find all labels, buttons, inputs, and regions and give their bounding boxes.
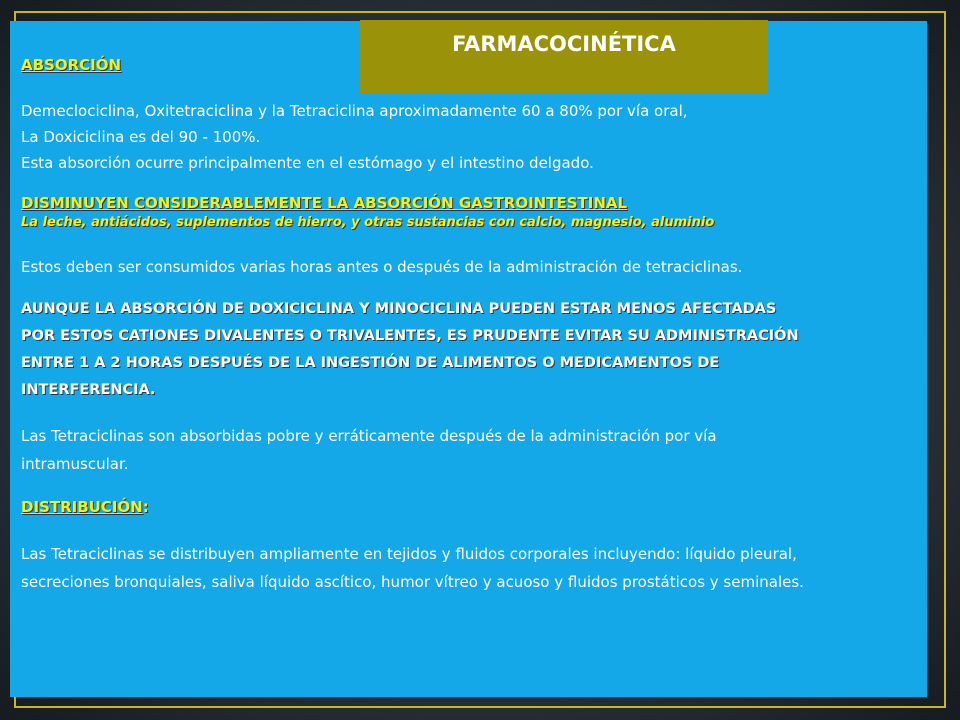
distribucion-line-2: secreciones bronquiales, saliva líquido ascítico, humor vítreo y acuoso y fluidos prostáticos y seminales. xyxy=(21,573,804,591)
absorcion-line-2: La Doxiciclina es del 90 - 100%. xyxy=(21,128,261,146)
advertencia-line-3: ENTRE 1 A 2 HORAS DESPUÉS DE LA INGESTIÓN DE ALIMENTOS O MEDICAMENTOS DE xyxy=(21,355,720,371)
absorcion-line-3: Esta absorción ocurre principalmente en el estómago y el intestino delgado. xyxy=(21,154,594,172)
intramuscular-line-1: Las Tetraciclinas son absorbidas pobre y erráticamente después de la administración por vía xyxy=(21,427,717,445)
advertencia-line-4: INTERFERENCIA. xyxy=(21,382,156,398)
absorcion-heading: ABSORCIÓN xyxy=(21,56,122,74)
disminuyen-heading: DISMINUYEN CONSIDERABLEMENTE LA ABSORCIÓN GASTROINTESTINAL xyxy=(21,194,628,212)
distribucion-heading xyxy=(21,494,901,520)
distribucion-line-1: Las Tetraciclinas se distribuyen ampliamente en tejidos y fluidos corporales incluyendo: líquido pleural, xyxy=(21,545,797,563)
intramuscular-line-2: intramuscular. xyxy=(21,455,129,473)
absorcion-line-1: Demeclociclina, Oxitetraciclina y la Tetraciclina aproximadamente 60 a 80% por vía oral, xyxy=(21,102,688,120)
slide-content xyxy=(21,52,901,596)
advertencia-line-1: AUNQUE LA ABSORCIÓN DE DOXICICLINA Y MINOCICLINA PUEDEN ESTAR MENOS AFECTADAS xyxy=(21,301,777,317)
disminuyen-list: La leche, antiácidos, suplementos de hierro, y otras sustancias con calcio, magnesio, aluminio xyxy=(21,215,715,230)
distribucion-heading-text: DISTRIBUCIÓN xyxy=(21,498,143,516)
consumo-text: Estos deben ser consumidos varias horas antes o después de la administración de tetraciclinas. xyxy=(21,258,743,276)
distribucion-heading-colon: : xyxy=(142,498,149,516)
advertencia-line-2: POR ESTOS CATIONES DIVALENTES O TRIVALENTES, ES PRUDENTE EVITAR SU ADMINISTRACIÓN xyxy=(21,328,799,344)
slide-title: FARMACOCINÉTICA xyxy=(452,32,676,56)
